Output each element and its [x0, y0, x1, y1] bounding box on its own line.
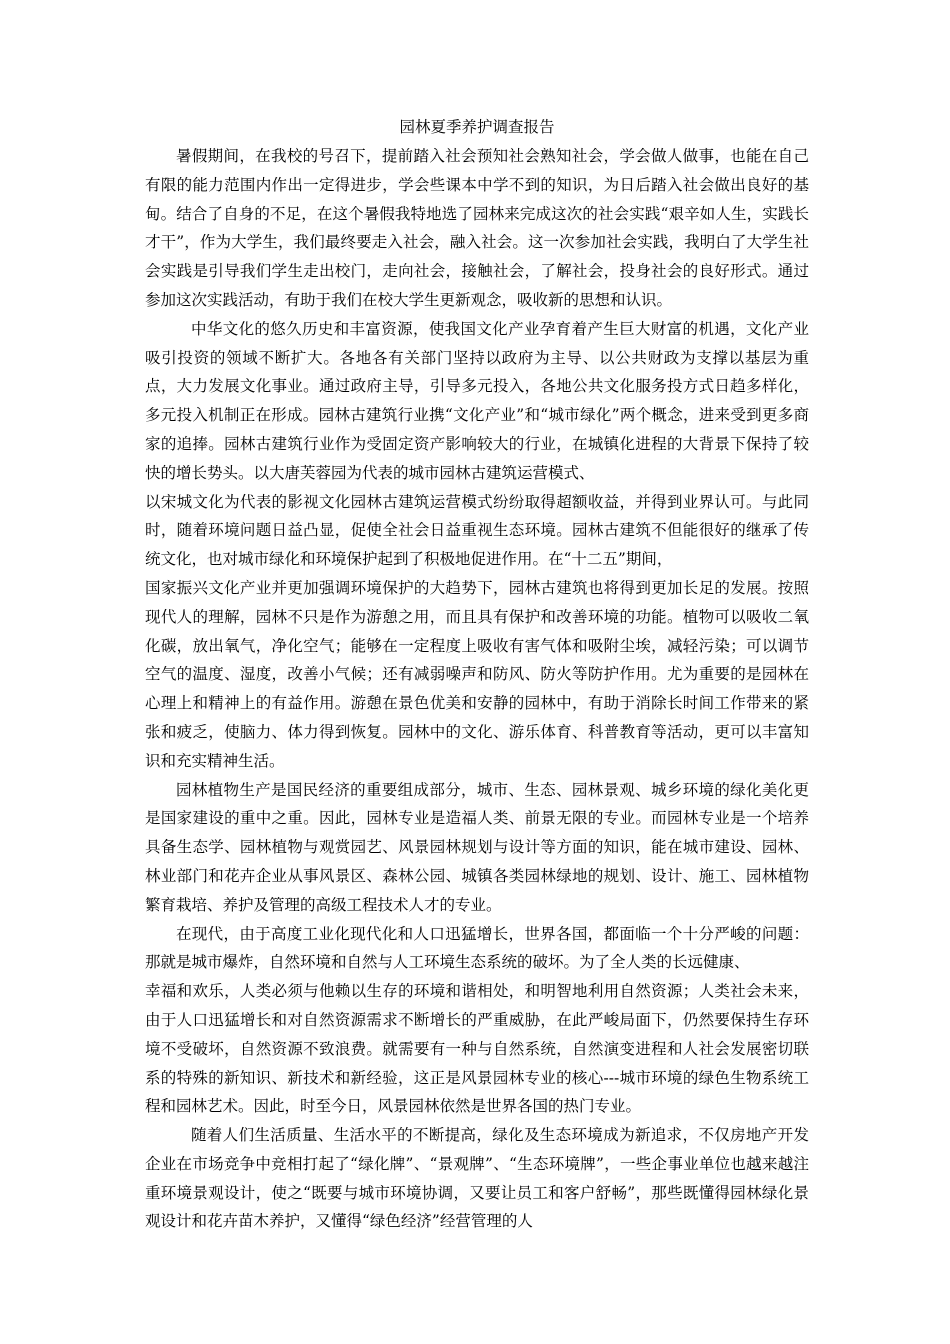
paragraph: 在现代，由于高度工业化现代化和人口迅猛增长，世界各国，都面临一个十分严峻的问题：那就是城市爆炸，自然环境和自然与人工环境生态系统的破坏。为了全人类的长远健康、: [145, 924, 809, 972]
paragraph: 园林植物生产是国民经济的重要组成部分，城市、生态、园林景观、城乡环境的绿化美化更是国家建设的重中之重。因此，园林专业是造福人类、前景无限的专业。而园林专业是一个培养具备生态学、园林植物与观赏园艺、风景园林规划与设计等方面的知识，能在城市建设、园林、林业部门和花卉企业从事风景区、森林公园、城镇各类园林绿地的规划、设计、施工、园林植物繁育栽培、养护及管理的高级工程技术人才的专业。: [145, 780, 809, 914]
paragraph: 随着人们生活质量、生活水平的不断提高，绿化及生态环境成为新追求，不仅房地产开发企业在市场竞争中竞相打起了“绿化牌”、“景观牌”、“生态环境牌”，一些企事业单位也越来越注重环境景观设计，使之“既要与城市环境协调，又要让员工和客户舒畅”，那些既懂得园林绿化景观设计和花卉苗木养护，又懂得“绿色经济”经营管理的人: [145, 1126, 809, 1231]
document-page: [145, 112, 809, 1236]
paragraph: 国家振兴文化产业并更加强调环境保护的大趋势下，园林古建筑也将得到更加长足的发展。按照现代人的理解，园林不只是作为游憩之用，而且具有保护和改善环境的功能。植物可以吸收二氧化碳，放出氧气，净化空气；能够在一定程度上吸收有害气体和吸附尘埃，减轻污染；可以调节空气的温度、湿度，改善小气候；还有减弱噪声和防风、防火等防护作用。尤为重要的是园林在心理上和精神上的有益作用。游憩在景色优美和安静的园林中，有助于消除长时间工作带来的紧张和疲乏，使脑力、体力得到恢复。园林中的文化、游乐体育、科普教育等活动，更可以丰富知识和充实精神生活。: [145, 578, 809, 770]
paragraph: 中华文化的悠久历史和丰富资源，使我国文化产业孕育着产生巨大财富的机遇，文化产业吸引投资的领域不断扩大。各地各有关部门坚持以政府为主导、以公共财政为支撑以基层为重点，大力发展文化事业。通过政府主导，引导多元投入，各地公共文化服务投方式日趋多样化，多元投入机制正在形成。园林古建筑行业携“文化产业”和“城市绿化”两个概念，进来受到更多商家的追捧。园林古建筑行业作为受固定资产影响较大的行业，在城镇化进程的大背景下保持了较快的增长势头。以大唐芙蓉园为代表的城市园林古建筑运营模式、: [145, 319, 809, 482]
paragraph: 暑假期间，在我校的号召下，提前踏入社会预知社会熟知社会，学会做人做事，也能在自己有限的能力范围内作出一定得进步，学会些课本中学不到的知识，为日后踏入社会做出良好的基甸。结合了自身的不足，在这个暑假我特地选了园林来完成这次的社会实践“艰辛如人生，实践长才干”，作为大学生，我们最终要走入社会，融入社会。这一次参加社会实践，我明白了大学生社会实践是引导我们学生走出校门，走向社会，接触社会，了解社会，投身社会的良好形式。通过参加这次实践活动，有助于我们在校大学生更新观念，吸收新的思想和认识。: [145, 147, 809, 309]
document-title: 园林夏季养护调查报告: [399, 118, 555, 136]
paragraph: 以宋城文化为代表的影视文化园林古建筑运营模式纷纷取得超额收益，并得到业界认可。与此同时，随着环境问题日益凸显，促使全社会日益重视生态环境。园林古建筑不但能很好的继承了传统文化，也对城市绿化和环境保护起到了积极地促进作用。在“十二五”期间，: [145, 492, 809, 569]
paragraph: 幸福和欢乐，人类必须与他赖以生存的环境和谐相处，和明智地利用自然资源；人类社会未来，由于人口迅猛增长和对自然资源需求不断增长的严重威胁，在此严峻局面下，仍然要保持生存环境不受破坏，自然资源不致浪费。就需要有一种与自然系统，自然演变进程和人社会发展密切联系的特殊的新知识、新技术和新经验，这正是风景园林专业的核心---城市环境的绿色生物系统工程和园林艺术。因此，时至今日，风景园林依然是世界各国的热门专业。: [145, 982, 809, 1116]
